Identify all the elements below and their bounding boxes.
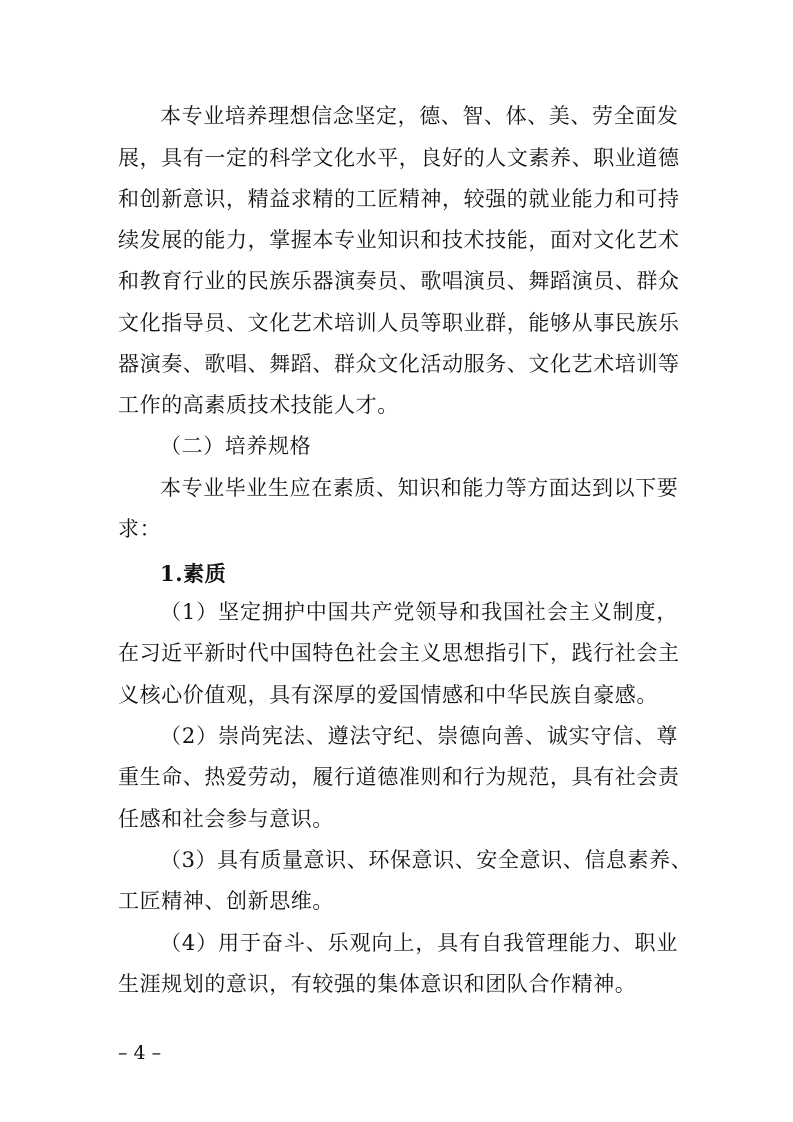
- page-number: – 4 –: [118, 1042, 162, 1064]
- quality-item-4-line-2: 生涯规划的意识，有较强的集体意识和团队合作精神。: [118, 972, 637, 996]
- quality-heading: 1.素质: [160, 561, 227, 586]
- quality-item-1-line-1: （1）坚定拥护中国共产党领导和我国社会主义制度，: [160, 600, 678, 624]
- spec-intro-line-2: 求：: [118, 517, 162, 541]
- spec-intro-line-1: 本专业毕业生应在素质、知识和能力等方面达到以下要: [160, 476, 679, 500]
- goal-line-7: 器演奏、歌唱、舞蹈、群众文化活动服务、文化艺术培训等: [118, 352, 680, 376]
- goal-line-2: 展，具有一定的科学文化水平，良好的人文素养、职业道德: [118, 146, 680, 170]
- quality-item-2-line-2: 重生命、热爱劳动，履行道德准则和行为规范，具有社会责: [118, 765, 680, 789]
- quality-item-1-line-2: 在习近平新时代中国特色社会主义思想指引下，践行社会主: [118, 641, 680, 665]
- quality-item-2-line-1: （2）崇尚宪法、遵法守纪、崇德向善、诚实守信、尊: [160, 724, 678, 748]
- goal-line-3: 和创新意识，精益求精的工匠精神，较强的就业能力和可持: [118, 187, 680, 211]
- spec-heading: （二）培养规格: [160, 434, 312, 458]
- goal-line-4: 续发展的能力，掌握本专业知识和技术技能，面对文化艺术: [118, 228, 680, 252]
- quality-item-1-line-3: 义核心价值观，具有深厚的爱国情感和中华民族自豪感。: [118, 683, 658, 707]
- goal-line-1: 本专业培养理想信念坚定，德、智、体、美、劳全面发: [160, 104, 679, 128]
- goal-line-8: 工作的高素质技术技能人才。: [118, 393, 399, 417]
- quality-item-3-line-1: （3）具有质量意识、环保意识、安全意识、信息素养、: [160, 848, 693, 872]
- goal-line-6: 文化指导员、文化艺术培训人员等职业群，能够从事民族乐: [118, 311, 680, 335]
- goal-line-5: 和教育行业的民族乐器演奏员、歌唱演员、舞蹈演员、群众: [118, 269, 680, 293]
- quality-item-4-line-1: （4）用于奋斗、乐观向上，具有自我管理能力、职业: [160, 931, 678, 955]
- quality-item-2-line-3: 任感和社会参与意识。: [118, 807, 334, 831]
- quality-item-3-line-2: 工匠精神、创新思维。: [118, 889, 334, 913]
